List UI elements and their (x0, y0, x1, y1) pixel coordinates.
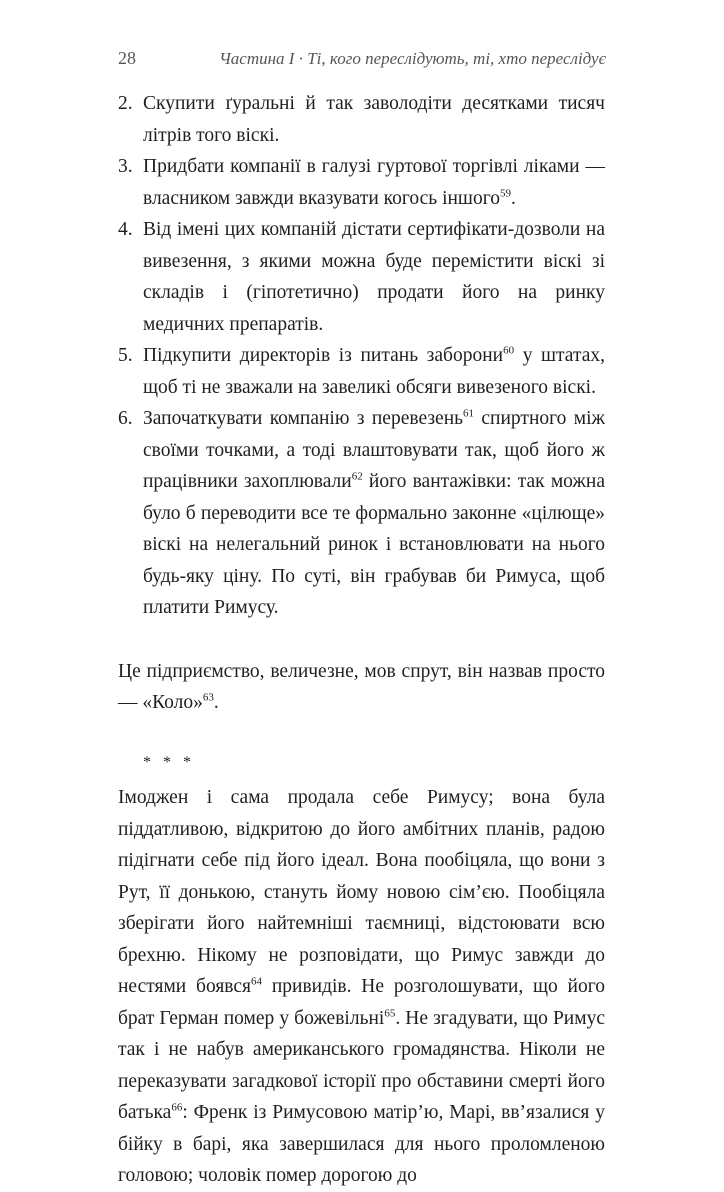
footnote-ref[interactable]: 64 (251, 975, 263, 988)
item-text: Придбати компанії в галузі гуртової торгівлі ліками — власником завжди вказувати когось іншого (143, 156, 605, 209)
item-text-tail: . (510, 187, 516, 209)
item-text: Започаткувати компанію з перевезень (143, 408, 464, 429)
footnote-ref[interactable]: 65 (384, 1007, 396, 1019)
item-text: його вантажівки: так можна було б переводити все те формально законне «цілюще» віскі на нелегальний ринок і встановлювати на нього будь-яку ціну. По суті, він грабував би Римуса, щоб платити Римусу. (143, 471, 605, 618)
page-number: 28 (118, 48, 136, 68)
item-number: 6. (118, 408, 133, 429)
running-head: Частина I · Ті, кого переслідують, ті, хто переслідує (219, 49, 606, 68)
item-text: спиртного між своїми точками, а тоді влаштовувати так, щоб його ж працівники захоплювали (143, 408, 605, 492)
footnote-ref[interactable]: 61 (463, 407, 475, 420)
item-text: Скупити ґуральні й так заволодіти десятками тисяч літрів того віскі. (143, 93, 605, 146)
item-number: 4. (118, 219, 133, 240)
paragraph-text: Це підприємство, величезне, мов спрут, він назвав просто — «Коло» (118, 660, 605, 713)
footnote-ref[interactable]: 62 (351, 470, 363, 483)
paragraph-tail: . (213, 692, 219, 713)
footnote-ref[interactable]: 59 (499, 187, 511, 199)
item-text: Від імені цих компаній дістати сертифікати-дозволи на вивезення, з якими можна буде перемістити віскі зі складів і (гіпотетично) продати його на ринку медичних препаратів. (143, 219, 605, 335)
list-item (118, 88, 605, 151)
paragraph-text: : Френк із Римусовою матір’ю, Марі, вв’язалися у бійку в барі, яка завершилася для нього проломленою головою; чоловік помер дорогою до (118, 1102, 605, 1186)
footnote-ref[interactable]: 66 (171, 1101, 183, 1114)
paragraph (118, 656, 605, 719)
numbered-list (118, 88, 605, 624)
page-body (118, 88, 605, 1192)
paragraph-text: . Не згадувати, що Римус так і не набув американського громадянства. Ніколи не переказувати загадкової історії про обставини смерті його батька (118, 1007, 605, 1123)
paragraph-text: Імоджен і сама продала себе Римусу; вона була піддатливою, відкритою до його амбітних планів, радою підігнати себе під його ідеал. Вона пообіцяла, що вони з Рут, її донькою, стануть йому новою сім’єю. Пообіцяла зберігати його найтемніші таємниці, відстоювати всю брехню. Нікому не розповідати, що Римус завжди до нестями боявся (118, 787, 605, 997)
footnote-ref[interactable]: 63 (202, 691, 214, 704)
item-number: 2. (118, 93, 133, 114)
footnote-ref[interactable]: 60 (503, 344, 515, 357)
item-text: Підкупити директорів із питань заборони (143, 345, 504, 366)
list-item (118, 151, 605, 214)
page-header (118, 48, 606, 69)
paragraph (118, 782, 605, 1192)
paragraph-text: привидів. Не розголошувати, що його брат Герман помер у божевільні (118, 976, 605, 1029)
section-separator: * * * (143, 753, 195, 771)
item-number: 5. (118, 345, 133, 366)
item-number: 3. (118, 156, 133, 177)
item-text: у штатах, щоб ті не зважали на завеликі обсяги вивезеного віскі. (143, 345, 606, 398)
list-item (118, 214, 605, 340)
list-item (118, 403, 605, 624)
list-item (118, 340, 605, 403)
